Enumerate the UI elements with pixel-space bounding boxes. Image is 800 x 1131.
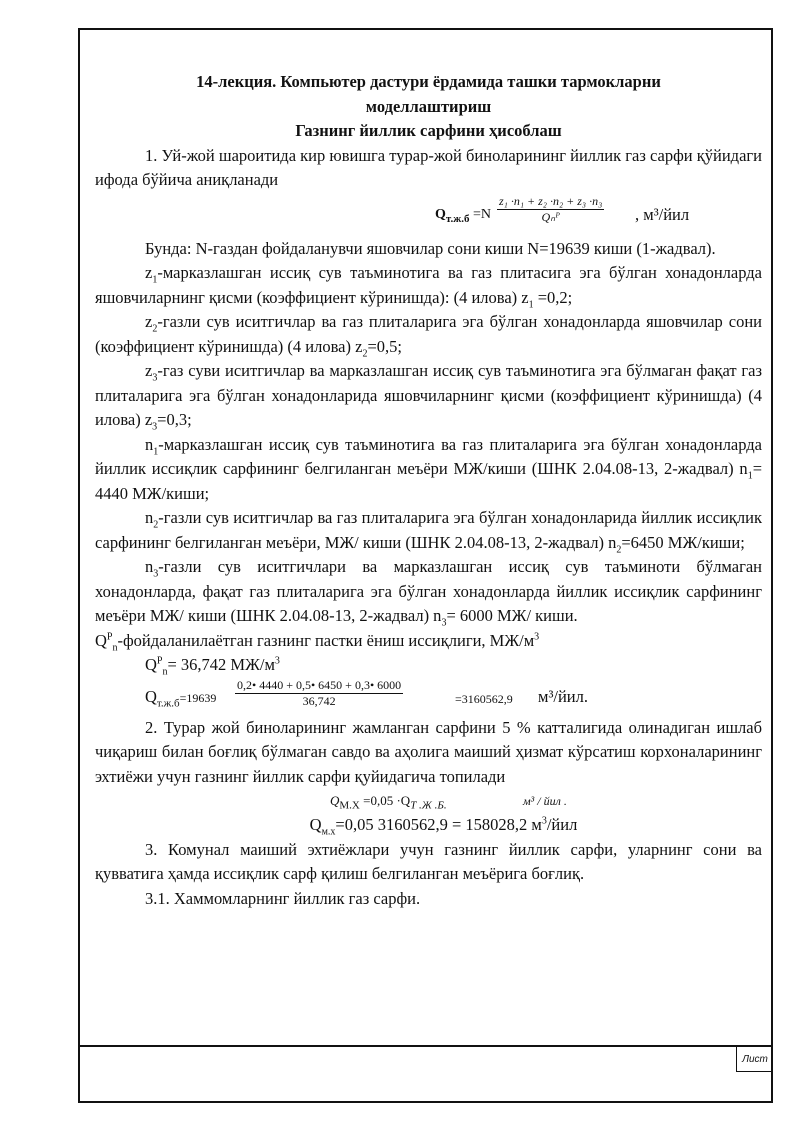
formula-2-fraction xyxy=(235,678,403,709)
title-line-3: Газнинг йиллик сарфини ҳисоблаш xyxy=(295,121,562,140)
formula-1-numerator: z₁ ·n₁ + z₂ ·n₂ + z₃ ·n₃ xyxy=(499,193,603,208)
document-body xyxy=(95,70,762,911)
formula-2-lhs: Q xyxy=(145,686,157,706)
formula-1-denominator: Qₙᴾ xyxy=(541,209,560,224)
paragraph-z1: $z_1$-марказлашган иссиқ сув таъминотига ва газ плитасига эга бўлган хонадонларда яшовчиларнинг қисми (коэффициент кўринишда): (4 илова) $z_1 =0,2$; xyxy=(95,263,762,310)
formula-3-q-sub: Т .Ж .Б. xyxy=(410,799,447,812)
title-line-2: моделлаштириш xyxy=(365,96,492,116)
formula-2-numerator: 0,2• 4440 + 0,5• 6450 + 0,3• 6000 xyxy=(237,677,402,692)
formula-1-lhs-sub: т.ж.б xyxy=(445,212,470,225)
paragraph-qpn-definition: $Q^P_n$-фойдаланилаётган газнинг пастки ёниш иссиқлиги, $МЖ/м^3$ xyxy=(95,630,540,653)
formula-3 xyxy=(95,789,762,813)
paragraph-qpn-value: $Q^P_n= 36,742$ $МЖ/м^3$ xyxy=(145,655,280,678)
formula-1 xyxy=(95,193,762,237)
paragraph-2: Бунда: N-газдан фойдаланувчи яшовчилар сони киши N=19639 киши (1-жадвал). xyxy=(145,238,716,258)
formula-1-fraction xyxy=(497,194,604,225)
title-line-1: 14-лекция. Компьютер дастури ёрдамида ташки тармокларни xyxy=(196,72,661,91)
formula-3-lhs: Q xyxy=(330,793,340,808)
formula-2-unit: м³/йил. xyxy=(538,686,588,706)
paragraph-n1: $n_1$-марказлашган иссиқ сув таъминотига ва газ плиталарига эга бўлган хонадонларда йиллик иссиқлик сарфининг белгиланган меъёри МЖ/киши (ШНК 2.04.08-13, 2-жадвал) $n_1= 4440$ МЖ/киши; xyxy=(95,434,762,503)
paragraph-n3: $n_3$-газли сув иситгичлари ва марказлашган иссиқ сув таъминоти бўлмаган хонадонларда, фақат газ плиталарига эга бўлган хонадонларда йиллик иссиқлик сарфининг меъёри МЖ/ киши (ШНК 2.04.08-13, 2-жадвал) $n_3= 6000$ МЖ/ киши. xyxy=(95,557,762,629)
paragraph-z2: $z_2$-газли сув иситгичлар ва газ плиталарига эга бўлган хонадонларда яшовчилар сони (коэффициент кўринишда) (4 илова) $z_2=0,5$; xyxy=(95,312,762,359)
formula-3-lhs-sub: М.Х xyxy=(339,799,360,812)
formula-1-unit: , м³/йил xyxy=(635,204,690,224)
formula-2-denominator: 36,742 xyxy=(302,693,336,708)
paragraph-1: 1. Уй-жой шароитида кир ювишга турар-жой биноларининг йиллик газ сарфи қўйидаги ифода бўйича аниқланади xyxy=(95,145,762,189)
paragraph-n2: $n_2$-газли сув иситгичлар ва газ плиталарига эга бўлган хонадонларида йиллик иссиқлик сарфининг белгиланган меъёри, МЖ/ киши (ШНК 2.04.08-13, 2-жадвал) $n_2=6450$ МЖ/киши; xyxy=(95,508,762,555)
formula-1-eq: =N xyxy=(472,206,491,222)
footer-divider xyxy=(78,1045,773,1047)
paragraph-3-heading: 3. Комунал маиший эхтиёжлари учун газнинг йиллик сарфи, уларнинг сони ва қувватига ҳамда иссиқлик сарф қилиш белгиланган меъёрига боғлиқ. xyxy=(95,839,762,883)
formula-2-lhs-sub: т.ж.б xyxy=(156,696,180,709)
formula-3-unit: м³ / йил . xyxy=(523,794,567,808)
paragraph-qmx-value: $Q_{м.х}=0,05$ 3160562,9 = 158028,2 $м^3$/йил xyxy=(309,815,578,838)
lecture-title xyxy=(95,70,762,144)
formula-1-lhs: Q xyxy=(435,206,446,222)
formula-3-eq: =0,05 ·Q xyxy=(363,793,411,808)
formula-2 xyxy=(95,678,762,716)
paragraph-3-1: 3.1. Хаммомларнинг йиллик газ сарфи. xyxy=(145,888,421,908)
formula-2-eq: =19639 xyxy=(179,690,217,705)
paragraph-2-heading: 2. Турар жой биноларининг жамланган сарфини 5 % катталигида олинадиган ишлаб чиқариш билан боғлиқ бўлмаган савдо ва аҳолига маиший ҳизмат кўрсатиш корхоналарининг эхтиёжи учун газнинг йиллик сарфи қуйидагича топилади xyxy=(95,717,762,786)
sheet-label-box xyxy=(736,1047,773,1072)
sheet-label: Лист xyxy=(742,1053,768,1065)
paragraph-z3: $z_3$-газ суви иситгичлар ва марказлашган иссиқ сув таъминотига эга бўлмаган фақат газ плиталарига эга бўлган хонадонларида яшовчиларнинг қисми (коэффициент кўринишда) (4 илова) $z_3=0,3$; xyxy=(95,361,762,433)
formula-2-result: =3160562,9 xyxy=(455,691,513,706)
